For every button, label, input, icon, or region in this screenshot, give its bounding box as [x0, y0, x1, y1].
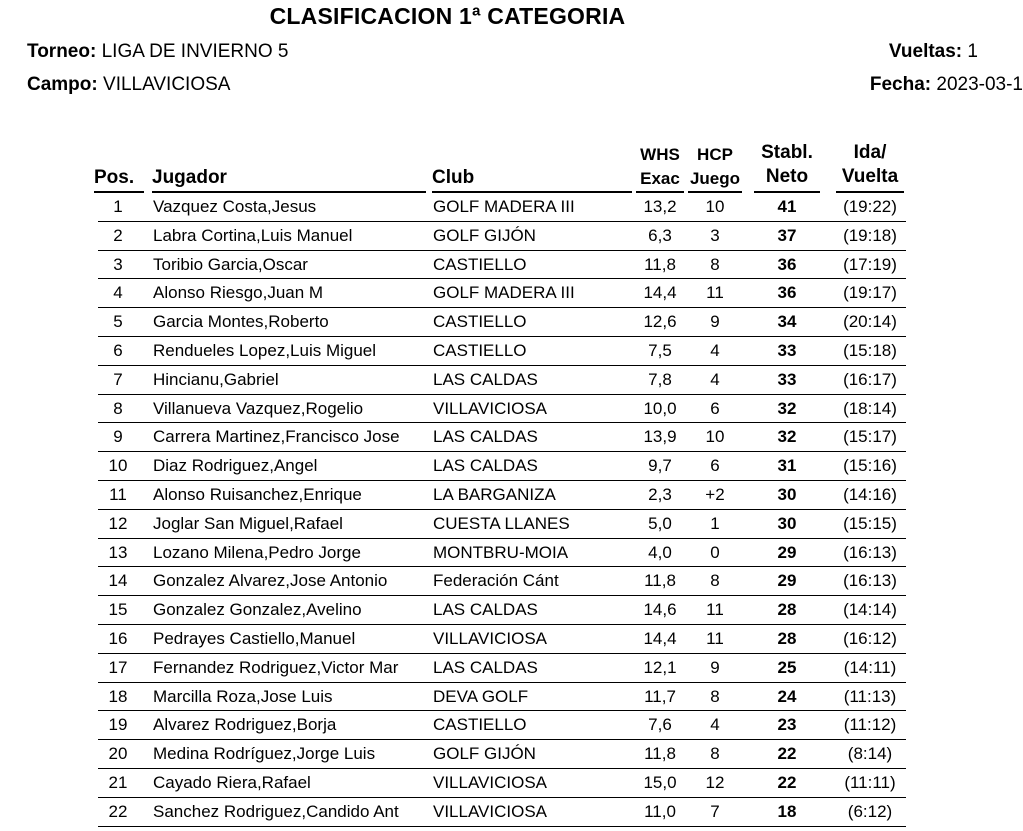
cell-jugador: Gonzalez Gonzalez,Avelino [153, 600, 362, 620]
col-header-ida-line1: Ida/ [853, 142, 887, 163]
cell-whs: 13,9 [643, 427, 677, 447]
cell-pos: 3 [113, 254, 123, 274]
vueltas-value: 1 [967, 41, 978, 62]
cell-jugador: Toribio Garcia,Oscar [153, 254, 308, 274]
col-header-stabl-line2: Neto [765, 166, 809, 187]
cell-pos: 13 [108, 542, 128, 562]
torneo-info [27, 41, 289, 63]
cell-ida-vuelta: (19:18) [843, 225, 897, 245]
cell-whs: 11,8 [644, 571, 676, 591]
cell-pos: 4 [113, 283, 123, 303]
fecha-value: 2023-03-1 [936, 74, 1023, 95]
cell-whs: 7,8 [648, 369, 672, 389]
vueltas-info [889, 41, 978, 63]
cell-ida-vuelta: (11:11) [844, 772, 896, 792]
cell-stabl: 37 [777, 225, 797, 245]
cell-stabl: 32 [777, 427, 797, 447]
table-row [0, 423, 1023, 452]
cell-stabl: 29 [777, 571, 797, 591]
cell-ida-vuelta: (8:14) [847, 744, 893, 764]
table-row [0, 596, 1023, 625]
cell-club: VILLAVICIOSA [433, 628, 548, 648]
cell-whs: 11,8 [644, 254, 676, 274]
table-row [0, 452, 1023, 481]
cell-jugador: Vazquez Costa,Jesus [153, 197, 317, 216]
cell-club: GOLF GIJÓN [433, 225, 536, 245]
table-row [0, 222, 1023, 251]
cell-stabl: 25 [777, 657, 797, 677]
table-row [0, 308, 1023, 337]
cell-jugador: Sanchez Rodriguez,Candido Ant [153, 801, 399, 821]
cell-pos: 11 [109, 484, 127, 504]
cell-pos: 10 [108, 456, 128, 476]
cell-jugador: Alvarez Rodriguez,Borja [153, 715, 337, 735]
cell-ida-vuelta: (18:14) [843, 398, 897, 418]
cell-stabl: 33 [777, 369, 797, 389]
cell-stabl: 32 [777, 398, 797, 418]
cell-whs: 11,7 [644, 686, 676, 706]
cell-whs: 13,2 [643, 197, 677, 216]
cell-stabl: 22 [777, 772, 797, 792]
cell-ida-vuelta: (16:13) [843, 571, 897, 591]
cell-jugador: Carrera Martinez,Francisco Jose [153, 427, 400, 447]
cell-pos: 16 [108, 628, 128, 648]
table-row [0, 193, 1023, 222]
cell-hcp: 11 [706, 283, 724, 303]
cell-whs: 6,3 [648, 225, 672, 245]
cell-ida-vuelta: (15:16) [843, 456, 897, 476]
cell-ida-vuelta: (16:12) [843, 628, 897, 648]
table-row [0, 395, 1023, 424]
cell-hcp: 9 [710, 312, 720, 332]
cell-jugador: Lozano Milena,Pedro Jorge [153, 542, 361, 562]
cell-jugador: Pedrayes Castiello,Manuel [153, 628, 356, 648]
cell-jugador: Villanueva Vazquez,Rogelio [153, 398, 364, 418]
cell-club: GOLF MADERA III [433, 283, 575, 303]
cell-pos: 21 [108, 772, 128, 792]
col-header-club: Club [432, 167, 475, 188]
cell-whs: 14,4 [643, 283, 677, 303]
cell-club: CASTIELLO [433, 340, 527, 360]
cell-ida-vuelta: (17:19) [843, 254, 897, 274]
table-row [0, 366, 1023, 395]
cell-hcp: 8 [710, 571, 720, 591]
cell-jugador: Hincianu,Gabriel [153, 369, 279, 389]
cell-ida-vuelta: (14:16) [843, 484, 897, 504]
cell-club: CASTIELLO [433, 254, 527, 274]
col-header-jugador: Jugador [152, 167, 227, 188]
cell-hcp: 1 [710, 513, 720, 533]
cell-whs: 2,3 [648, 484, 672, 504]
campo-label: Campo: [27, 74, 98, 95]
cell-pos: 7 [113, 369, 123, 389]
table-row [0, 337, 1023, 366]
cell-jugador: Joglar San Miguel,Rafael [153, 513, 343, 533]
cell-ida-vuelta: (14:14) [843, 600, 897, 620]
table-row [0, 625, 1023, 654]
cell-club: CASTIELLO [433, 312, 527, 332]
cell-club: GOLF GIJÓN [433, 744, 536, 764]
cell-whs: 7,5 [648, 340, 672, 360]
cell-hcp: 12 [705, 772, 725, 792]
cell-jugador: Marcilla Roza,Jose Luis [153, 686, 333, 706]
cell-whs: 5,0 [648, 513, 672, 533]
cell-whs: 4,0 [648, 542, 672, 562]
cell-club: LA BARGANIZA [433, 484, 556, 504]
torneo-value: LIGA DE INVIERNO 5 [101, 41, 289, 62]
cell-jugador: Medina Rodríguez,Jorge Luis [153, 744, 376, 764]
cell-hcp: 8 [710, 254, 720, 274]
cell-ida-vuelta: (16:17) [843, 369, 897, 389]
cell-stabl: 30 [777, 513, 797, 533]
cell-stabl: 30 [777, 484, 797, 504]
cell-hcp: 10 [705, 427, 725, 447]
cell-club: Federación Cánt [433, 571, 559, 591]
cell-jugador: Alonso Ruisanchez,Enrique [153, 484, 362, 504]
vueltas-label: Vueltas: [888, 41, 963, 62]
cell-ida-vuelta: (6:12) [847, 801, 893, 821]
cell-pos: 19 [108, 715, 128, 735]
cell-pos: 12 [108, 513, 128, 533]
cell-club: VILLAVICIOSA [433, 398, 548, 418]
cell-whs: 7,6 [648, 715, 672, 735]
cell-jugador: Gonzalez Alvarez,Jose Antonio [153, 571, 388, 591]
cell-hcp: 4 [710, 369, 720, 389]
cell-jugador: Rendueles Lopez,Luis Miguel [153, 340, 377, 360]
cell-ida-vuelta: (19:22) [843, 197, 897, 216]
cell-whs: 9,7 [648, 456, 672, 476]
cell-ida-vuelta: (15:18) [843, 340, 897, 360]
table-row [0, 769, 1023, 798]
cell-stabl: 36 [777, 254, 797, 274]
campo-value: VILLAVICIOSA [103, 74, 231, 95]
cell-jugador: Fernandez Rodriguez,Victor Mar [153, 657, 399, 677]
cell-whs: 11,8 [644, 744, 676, 764]
cell-stabl: 22 [777, 744, 797, 764]
cell-pos: 6 [113, 340, 123, 360]
col-header-whs-line1: WHS [640, 145, 680, 164]
col-header-whs [636, 143, 684, 191]
col-header-hcp-line2: Juego [689, 169, 741, 188]
cell-ida-vuelta: (15:17) [843, 427, 897, 447]
torneo-label: Torneo: [27, 41, 97, 62]
table-row [0, 481, 1023, 510]
cell-jugador: Cayado Riera,Rafael [153, 772, 311, 792]
cell-stabl: 33 [777, 340, 797, 360]
cell-club: DEVA GOLF [433, 686, 529, 706]
col-header-ida-vuelta [834, 141, 906, 189]
cell-hcp: 11 [706, 600, 724, 620]
page-title: CLASIFICACION 1ª CATEGORIA [269, 3, 626, 29]
fecha-label: Fecha: [869, 74, 932, 95]
table-row [0, 539, 1023, 568]
cell-club: LAS CALDAS [433, 369, 538, 389]
cell-whs: 10,0 [643, 398, 677, 418]
cell-pos: 5 [113, 312, 123, 332]
cell-whs: 12,6 [643, 312, 677, 332]
col-header-hcp [687, 143, 743, 191]
cell-ida-vuelta: (19:17) [843, 283, 897, 303]
col-header-ida-line2: Vuelta [841, 166, 899, 187]
col-header-whs-line2: Exac [640, 169, 680, 188]
results-table [0, 193, 1023, 827]
cell-stabl: 24 [777, 686, 797, 706]
col-header-stabl [752, 141, 822, 189]
cell-hcp: 10 [705, 197, 725, 216]
cell-whs: 15,0 [643, 772, 677, 792]
cell-club: LAS CALDAS [433, 657, 538, 677]
table-row [0, 740, 1023, 769]
cell-ida-vuelta: (16:13) [843, 542, 897, 562]
table-row [0, 567, 1023, 596]
cell-whs: 14,4 [643, 628, 677, 648]
cell-club: GOLF MADERA III [433, 197, 575, 216]
cell-club: MONTBRU-MOIA [433, 542, 569, 562]
cell-jugador: Garcia Montes,Roberto [153, 312, 329, 332]
cell-hcp: 4 [710, 715, 720, 735]
cell-stabl: 31 [777, 456, 797, 476]
cell-whs: 11,0 [644, 801, 676, 821]
cell-hcp: +2 [705, 484, 725, 504]
cell-pos: 2 [113, 225, 123, 245]
cell-jugador: Alonso Riesgo,Juan M [153, 283, 324, 303]
campo-info [27, 74, 230, 96]
cell-club: LAS CALDAS [433, 600, 538, 620]
cell-stabl: 36 [777, 283, 797, 303]
cell-stabl: 41 [777, 197, 797, 216]
cell-ida-vuelta: (14:11) [843, 657, 897, 677]
table-row [0, 510, 1023, 539]
col-header-stabl-line1: Stabl. [761, 142, 813, 163]
cell-pos: 20 [108, 744, 128, 764]
cell-hcp: 0 [710, 542, 720, 562]
table-row [0, 279, 1023, 308]
cell-hcp: 6 [710, 398, 720, 418]
cell-whs: 14,6 [643, 600, 677, 620]
cell-pos: 18 [108, 686, 128, 706]
cell-pos: 8 [113, 398, 123, 418]
cell-hcp: 11 [706, 628, 724, 648]
cell-club: LAS CALDAS [433, 456, 538, 476]
cell-hcp: 9 [710, 657, 720, 677]
cell-stabl: 34 [777, 312, 797, 332]
table-row [0, 654, 1023, 683]
table-row [0, 711, 1023, 740]
cell-ida-vuelta: (11:13) [843, 686, 897, 706]
cell-club: CUESTA LLANES [433, 513, 570, 533]
cell-club: LAS CALDAS [433, 427, 538, 447]
cell-pos: 17 [108, 657, 128, 677]
cell-stabl: 18 [777, 801, 797, 821]
cell-stabl: 28 [777, 628, 797, 648]
cell-stabl: 29 [777, 542, 797, 562]
cell-pos: 22 [108, 801, 128, 821]
cell-stabl: 23 [777, 715, 797, 735]
table-row [0, 251, 1023, 280]
cell-hcp: 7 [710, 801, 720, 821]
cell-ida-vuelta: (11:12) [843, 715, 897, 735]
cell-ida-vuelta: (20:14) [843, 312, 897, 332]
cell-jugador: Labra Cortina,Luis Manuel [153, 225, 353, 245]
cell-club: CASTIELLO [433, 715, 527, 735]
cell-hcp: 8 [710, 686, 720, 706]
cell-stabl: 28 [777, 600, 797, 620]
cell-hcp: 6 [710, 456, 720, 476]
table-row [0, 798, 1023, 827]
cell-jugador: Diaz Rodriguez,Angel [153, 456, 318, 476]
col-header-pos: Pos. [94, 167, 135, 188]
cell-hcp: 8 [710, 744, 720, 764]
cell-club: VILLAVICIOSA [433, 772, 548, 792]
cell-whs: 12,1 [643, 657, 677, 677]
cell-hcp: 4 [710, 340, 720, 360]
cell-pos: 15 [108, 600, 128, 620]
table-row [0, 683, 1023, 712]
fecha-info [870, 74, 1023, 96]
cell-pos: 14 [108, 571, 128, 591]
cell-ida-vuelta: (15:15) [843, 513, 897, 533]
cell-club: VILLAVICIOSA [433, 801, 548, 821]
col-header-hcp-line1: HCP [697, 145, 733, 164]
cell-pos: 1 [113, 197, 123, 216]
cell-hcp: 3 [710, 225, 720, 245]
cell-pos: 9 [113, 427, 123, 447]
